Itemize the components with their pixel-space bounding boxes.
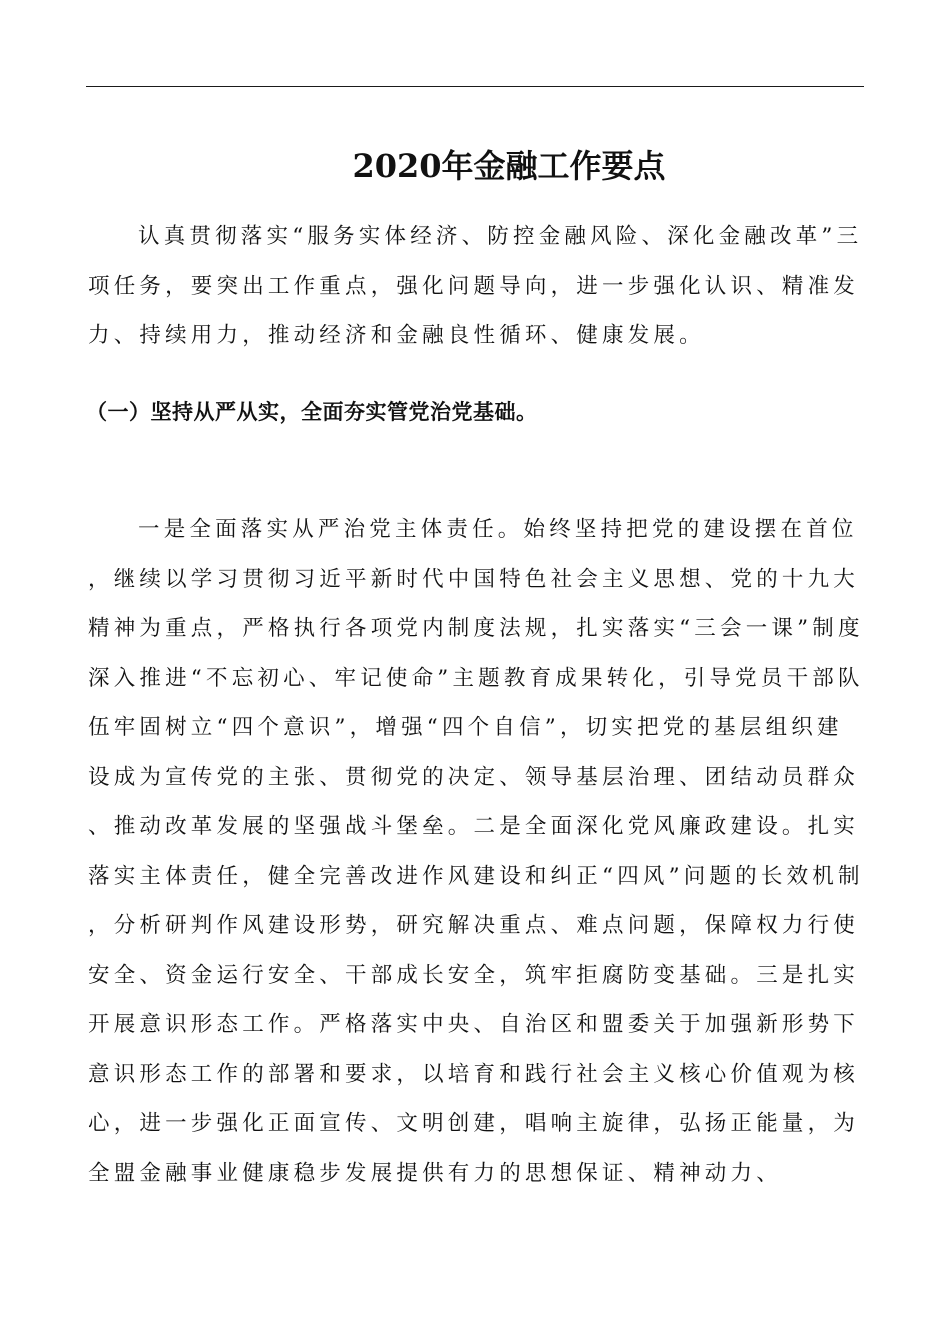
document-title: 2020年金融工作要点 [352,147,666,185]
section-heading: （一）坚持从严从实，全面夯实管党治党基础。 [86,400,538,424]
section-body-paragraph: 一是全面落实从严治党主体责任。始终坚持把党的建设摆在首位，继续以学习贯彻习近平新时代中国特色社会主义思想、党的十九大精神为重点，严格执行各项党内制度法规，扎实落实“三会一课”制度深入推进“不忘初心、牢记使命”主题教育成果转化，引导党员干部队伍牢固树立“四个意识”，增强“四个自信”，切实把党的基层组织建设成为宣传党的主张、贯彻党的决定、领导基层治理、团结动员群众、推动改革发展的坚强战斗堡垒。二是全面深化党风廉政建设。扎实落实主体责任，健全完善改进作风建设和纠正“四风”问题的长效机制，分析研判作风建设形势，研究解决重点、难点问题，保障权力行使安全、资金运行安全、干部成长安全，筑牢拒腐防变基础。三是扎实开展意识形态工作。严格落实中央、自治区和盟委关于加强新形势下意识形态工作的部署和要求，以培育和践行社会主义核心价值观为核心，进一步强化正面宣传、文明创建，唱响主旋律，弘扬正能量，为全盟金融事业健康稳步发展提供有力的思想保证、精神动力、 [88,517,864,1186]
intro-paragraph: 认真贯彻落实“服务实体经济、防控金融风险、深化金融改革”三项任务，要突出工作重点，强化问题导向，进一步强化认识、精准发力、持续用力，推动经济和金融良性循环、健康发展。 [88,224,863,348]
header-rule [86,86,864,87]
